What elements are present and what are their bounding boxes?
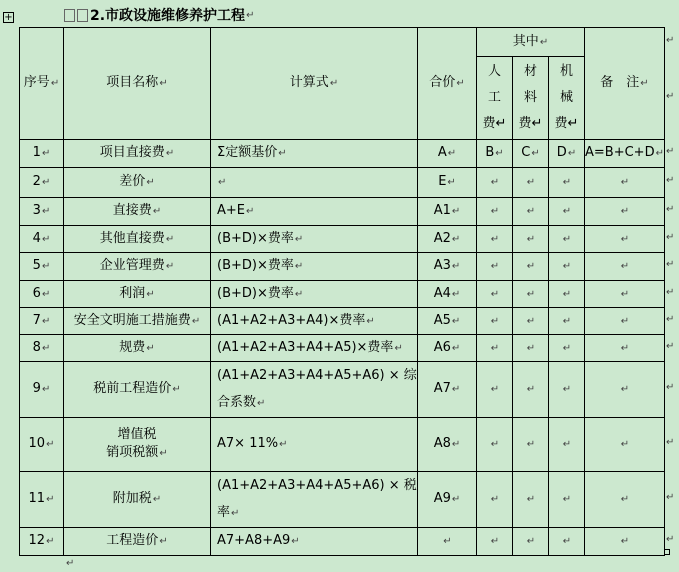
section-title-text: 2.市政设施维修养护工程 (90, 8, 246, 24)
row-end-mark-icon: ↵ (666, 382, 675, 393)
cell-name-text: 直接费 (112, 203, 152, 218)
paragraph-mark-icon: ↵ (246, 206, 255, 217)
cell-total-text: A4 (433, 285, 451, 301)
cell-formula-text: Σ定额基价 (217, 145, 278, 160)
paragraph-mark-icon: ↵ (165, 148, 175, 159)
cell-machine (549, 226, 585, 253)
cell-labor (477, 528, 513, 556)
header-seq: 序号↵ (20, 28, 64, 140)
cell-note (585, 335, 665, 362)
cell-total-text: A8 (433, 436, 451, 451)
paragraph-mark-icon: ↵ (490, 315, 500, 327)
cell-seq (20, 168, 64, 198)
paragraph-mark-icon: ↵ (655, 148, 664, 159)
table-row (20, 168, 665, 198)
table-row (20, 472, 665, 528)
cell-total (418, 168, 477, 198)
cell-formula-text: (A1+A2+A3+A4)×费率 (217, 312, 366, 328)
paragraph-mark-icon: ↵ (490, 536, 500, 547)
paragraph-mark-icon: ↵ (41, 206, 51, 217)
section-title (64, 6, 254, 24)
cell-labor-text: B (485, 145, 495, 160)
table-row (20, 362, 665, 418)
cell-name-text: 附加税 (112, 491, 152, 506)
cell-total (418, 140, 477, 168)
cell-material (513, 140, 549, 168)
paragraph-mark-icon: ↵ (41, 261, 51, 272)
cell-total (418, 281, 477, 308)
header-machine: 机 械 费↵ (549, 57, 585, 140)
row-end-mark-icon: ↵ (666, 204, 675, 215)
paragraph-mark-icon: ↵ (620, 342, 630, 354)
paragraph-mark-icon: ↵ (447, 177, 456, 188)
paragraph-mark-icon: ↵ (526, 536, 536, 547)
cell-name-text: 差价 (119, 174, 146, 189)
table-row (20, 528, 665, 556)
cost-table (19, 27, 665, 556)
paragraph-mark-icon: ↵ (490, 177, 500, 188)
cell-labor (477, 253, 513, 281)
paragraph-mark-icon: ↵ (46, 536, 55, 547)
cell-seq (20, 308, 64, 335)
cell-formula (211, 308, 418, 335)
paragraph-mark-icon: ↵ (490, 233, 500, 245)
cell-total-text: A5 (433, 312, 451, 328)
paragraph-mark-icon: ↵ (562, 315, 572, 327)
cell-note-text: A=B+C+D (585, 145, 655, 160)
cell-total-text: A (437, 145, 447, 160)
row-end-mark-icon: ↵ (666, 175, 675, 186)
cell-formula (211, 140, 418, 168)
cell-name-text: 其他直接费 (99, 230, 165, 246)
header-material: 材 料 费↵ (513, 57, 549, 140)
cell-formula (211, 198, 418, 226)
cell-name (64, 418, 211, 472)
cell-formula-text: (A1+A2+A3+A4+A5+A6) × 税率 (217, 478, 417, 520)
cell-seq (20, 335, 64, 362)
cell-seq (20, 198, 64, 226)
paragraph-mark-icon: ↵ (620, 315, 630, 327)
cell-formula-text: (B+D)×费率 (217, 230, 294, 246)
table-row (20, 418, 665, 472)
cell-machine (549, 308, 585, 335)
cell-material (513, 528, 549, 556)
header-total: 合价↵ (418, 28, 477, 140)
cell-machine (549, 140, 585, 168)
cell-name-text: 工程造价 (106, 533, 159, 548)
cell-note (585, 308, 665, 335)
paragraph-mark-icon: ↵ (66, 558, 75, 569)
cell-material (513, 253, 549, 281)
paragraph-mark-icon: ↵ (490, 206, 500, 217)
paragraph-mark-icon: ↵ (41, 177, 51, 188)
cell-material (513, 198, 549, 226)
paragraph-mark-icon: ↵ (562, 206, 572, 217)
cell-seq (20, 281, 64, 308)
paragraph-mark-icon: ↵ (526, 342, 536, 354)
paragraph-mark-icon: ↵ (490, 494, 500, 505)
cell-material (513, 362, 549, 418)
cell-name (64, 198, 211, 226)
cell-material (513, 168, 549, 198)
cell-formula-text: A+E (217, 203, 245, 218)
cell-machine-text: D (556, 145, 567, 160)
paragraph-mark-icon: ↵ (526, 494, 536, 505)
cell-name-text: 税前工程造价 (93, 381, 172, 396)
cell-name-text: 增值税 销项税额 (106, 427, 159, 460)
paragraph-mark-icon: ↵ (620, 384, 630, 395)
cell-note (585, 198, 665, 226)
cell-seq-text: 5 (32, 258, 41, 273)
paragraph-mark-icon: ↵ (159, 448, 168, 459)
cell-machine (549, 472, 585, 528)
cell-total-text: A6 (433, 339, 451, 355)
paragraph-mark-icon: ↵ (620, 494, 630, 505)
cell-formula-text: A7+A8+A9 (217, 533, 291, 548)
cell-formula-text: (A1+A2+A3+A4+A5)×费率 (217, 339, 394, 355)
cell-formula (211, 281, 418, 308)
paragraph-mark-icon: ↵ (451, 261, 461, 272)
row-end-mark-icon: ↵ (666, 231, 675, 243)
cell-labor (477, 168, 513, 198)
paragraph-mark-icon: ↵ (526, 233, 536, 245)
cell-seq (20, 472, 64, 528)
paragraph-mark-icon: ↵ (172, 384, 181, 395)
paragraph-mark-icon: ↵ (451, 384, 461, 395)
paragraph-mark-icon: ↵ (294, 233, 304, 245)
cell-machine (549, 418, 585, 472)
paragraph-mark-icon: ↵ (46, 439, 55, 450)
cell-seq-text: 12 (28, 533, 46, 548)
cell-labor (477, 362, 513, 418)
paragraph-mark-icon: ↵ (41, 315, 51, 327)
cell-labor (477, 308, 513, 335)
cell-labor (477, 198, 513, 226)
row-end-mark-icon: ↵ (666, 90, 675, 102)
cell-total (418, 308, 477, 335)
cell-total (418, 198, 477, 226)
cell-total-text: A9 (433, 491, 451, 506)
paragraph-mark-icon: ↵ (447, 148, 457, 159)
cell-name (64, 140, 211, 168)
header-formula: 计算式↵ (211, 28, 418, 140)
cell-seq (20, 362, 64, 418)
placeholder-box-icon (64, 9, 75, 22)
cell-total (418, 362, 477, 418)
paragraph-mark-icon: ↵ (526, 384, 536, 395)
paragraph-mark-icon: ↵ (394, 342, 403, 354)
paragraph-mark-icon: ↵ (231, 508, 240, 519)
cell-formula (211, 528, 418, 556)
cell-name (64, 226, 211, 253)
paragraph-mark-icon: ↵ (451, 342, 461, 354)
paragraph-mark-icon: ↵ (526, 439, 536, 450)
cell-note (585, 528, 665, 556)
cell-material (513, 472, 549, 528)
paragraph-mark-icon: ↵ (531, 148, 540, 159)
row-end-mark-icon: ↵ (666, 534, 675, 545)
table-row (20, 226, 665, 253)
row-end-mark-icon: ↵ (666, 437, 675, 448)
cell-note (585, 418, 665, 472)
table-resize-handle-icon[interactable] (664, 549, 670, 555)
paragraph-mark-icon: ↵ (41, 384, 51, 395)
cell-material (513, 281, 549, 308)
cell-formula (211, 253, 418, 281)
cell-note (585, 253, 665, 281)
paragraph-mark-icon: ↵ (562, 384, 572, 395)
row-end-mark-icon: ↵ (666, 313, 675, 325)
row-end-mark-icon: ↵ (666, 146, 675, 157)
paragraph-mark-icon: ↵ (46, 494, 55, 505)
paragraph-mark-icon: ↵ (490, 288, 500, 300)
paragraph-mark-icon: ↵ (495, 148, 504, 159)
header-note: 备 注↵ (585, 28, 665, 140)
paragraph-mark-icon: ↵ (562, 261, 572, 272)
paragraph-mark-icon: ↵ (562, 536, 572, 547)
paragraph-mark-icon: ↵ (294, 288, 304, 300)
cell-seq (20, 140, 64, 168)
paragraph-mark-icon: ↵ (191, 315, 201, 327)
cell-seq-text: 2 (32, 174, 41, 189)
paragraph-mark-icon: ↵ (562, 288, 572, 300)
table-row (20, 198, 665, 226)
row-end-mark-icon: ↵ (666, 286, 675, 298)
cell-name (64, 335, 211, 362)
cell-machine (549, 168, 585, 198)
paragraph-mark-icon: ↵ (620, 536, 630, 547)
cell-total-text: A3 (433, 258, 451, 273)
cell-formula (211, 418, 418, 472)
cell-name-text: 项目直接费 (99, 145, 165, 160)
row-end-mark-icon: ↵ (666, 259, 675, 270)
cell-machine (549, 362, 585, 418)
cell-seq (20, 528, 64, 556)
placeholder-box-icon (77, 9, 88, 22)
cell-note (585, 362, 665, 418)
paragraph-mark-icon: ↵ (490, 342, 500, 354)
cell-formula (211, 335, 418, 362)
paragraph-mark-icon: ↵ (366, 315, 375, 327)
table-row (20, 253, 665, 281)
cell-formula-text: (A1+A2+A3+A4+A5+A6) × 综合系数 (217, 368, 417, 410)
cell-seq-text: 11 (28, 491, 46, 506)
cell-machine (549, 253, 585, 281)
cell-seq-text: 9 (32, 381, 41, 396)
table-row (20, 308, 665, 335)
cell-material-text: C (521, 145, 531, 160)
cell-material (513, 335, 549, 362)
paragraph-mark-icon: ↵ (152, 206, 162, 217)
cost-table-body (20, 28, 665, 556)
paragraph-mark-icon: ↵ (451, 206, 461, 217)
paragraph-mark-icon: ↵ (294, 261, 304, 272)
table-row (20, 281, 665, 308)
cell-total (418, 418, 477, 472)
paragraph-mark-icon: ↵ (567, 148, 577, 159)
cell-seq-text: 10 (28, 436, 46, 451)
paragraph-mark-icon: ↵ (146, 342, 155, 354)
paragraph-mark-icon: ↵ (159, 536, 168, 547)
paragraph-mark-icon: ↵ (620, 177, 630, 188)
paragraph-mark-icon: ↵ (526, 206, 536, 217)
cell-machine (549, 528, 585, 556)
cell-labor (477, 140, 513, 168)
cell-material (513, 226, 549, 253)
cell-note (585, 168, 665, 198)
cell-note (585, 472, 665, 528)
cell-machine (549, 198, 585, 226)
paragraph-mark-icon: ↵ (562, 342, 572, 354)
paragraph-mark-icon: ↵ (562, 177, 572, 188)
paragraph-mark-icon: ↵ (443, 536, 452, 547)
cell-machine (549, 335, 585, 362)
cell-labor (477, 335, 513, 362)
cell-seq-text: 1 (32, 145, 41, 160)
cell-formula-text: (B+D)×费率 (217, 258, 294, 273)
paragraph-mark-icon: ↵ (490, 384, 500, 395)
paragraph-mark-icon: ↵ (562, 233, 572, 245)
cell-total (418, 528, 477, 556)
cell-total-text: A7 (433, 381, 451, 396)
paragraph-mark-icon: ↵ (291, 536, 300, 547)
cell-labor (477, 472, 513, 528)
paragraph-mark-icon: ↵ (246, 9, 255, 21)
paragraph-mark-icon: ↵ (526, 288, 536, 300)
cell-name (64, 362, 211, 418)
row-end-mark-icon: ↵ (666, 340, 675, 352)
cell-formula (211, 168, 418, 198)
cell-name (64, 168, 211, 198)
cell-name-text: 安全文明施工措施费 (73, 312, 191, 328)
paragraph-mark-icon: ↵ (146, 288, 155, 300)
header-row (20, 28, 665, 57)
cell-machine (549, 281, 585, 308)
paragraph-mark-icon: ↵ (41, 288, 51, 300)
cell-seq-text: 8 (32, 339, 41, 355)
table-move-handle-icon[interactable]: + (4, 12, 13, 23)
header-name: 项目名称↵ (64, 28, 211, 140)
paragraph-mark-icon: ↵ (451, 288, 461, 300)
cell-name (64, 253, 211, 281)
cell-material (513, 308, 549, 335)
header-labor: 人 工 费↵ (477, 57, 513, 140)
paragraph-mark-icon: ↵ (451, 439, 461, 450)
cell-seq-text: 3 (32, 203, 41, 218)
cell-name (64, 308, 211, 335)
cell-total-text: A2 (433, 230, 451, 246)
cell-seq (20, 418, 64, 472)
cell-seq-text: 6 (32, 285, 41, 301)
paragraph-mark-icon: ↵ (490, 439, 500, 450)
paragraph-mark-icon: ↵ (490, 261, 500, 272)
header-group: 其中↵ (477, 28, 585, 57)
table-row (20, 335, 665, 362)
paragraph-mark-icon: ↵ (620, 261, 630, 272)
cell-total-text: A1 (433, 203, 451, 218)
cell-name-text: 规费 (119, 339, 146, 355)
paragraph-mark-icon: ↵ (152, 494, 162, 505)
cell-formula (211, 472, 418, 528)
cell-seq-text: 7 (32, 312, 41, 328)
paragraph-mark-icon: ↵ (41, 233, 51, 245)
cell-name-text: 企业管理费 (99, 258, 165, 273)
paragraph-mark-icon: ↵ (279, 439, 288, 450)
cell-name-text: 利润 (119, 285, 146, 301)
paragraph-mark-icon: ↵ (526, 177, 536, 188)
paragraph-mark-icon: ↵ (451, 233, 461, 245)
paragraph-mark-icon: ↵ (165, 233, 175, 245)
cell-formula (211, 226, 418, 253)
paragraph-mark-icon: ↵ (620, 288, 630, 300)
cell-material (513, 418, 549, 472)
cell-total-text: E (438, 174, 447, 189)
cell-note (585, 140, 665, 168)
cell-name (64, 528, 211, 556)
cell-labor (477, 226, 513, 253)
paragraph-mark-icon: ↵ (257, 398, 266, 409)
cell-formula (211, 362, 418, 418)
cell-seq (20, 226, 64, 253)
paragraph-mark-icon: ↵ (451, 315, 461, 327)
paragraph-mark-icon: ↵ (620, 206, 630, 217)
cell-labor (477, 418, 513, 472)
paragraph-mark-icon: ↵ (562, 494, 572, 505)
cell-formula-text: (B+D)×费率 (217, 285, 294, 301)
paragraph-mark-icon: ↵ (41, 342, 51, 354)
paragraph-mark-icon: ↵ (165, 261, 175, 272)
cell-seq-text: 4 (32, 230, 41, 246)
cell-note (585, 226, 665, 253)
paragraph-mark-icon: ↵ (451, 494, 461, 505)
table-row (20, 140, 665, 168)
cell-total (418, 472, 477, 528)
cell-total (418, 226, 477, 253)
cell-total (418, 335, 477, 362)
paragraph-mark-icon: ↵ (526, 261, 536, 272)
paragraph-mark-icon: ↵ (218, 177, 227, 188)
paragraph-mark-icon: ↵ (620, 439, 630, 450)
paragraph-mark-icon: ↵ (146, 177, 155, 188)
row-end-mark-icon: ↵ (666, 492, 675, 503)
cell-seq (20, 253, 64, 281)
row-end-mark-icon: ↵ (666, 34, 675, 46)
cell-formula-text: A7× 11% (217, 436, 279, 451)
paragraph-mark-icon: ↵ (562, 439, 572, 450)
cell-note (585, 281, 665, 308)
cell-name (64, 281, 211, 308)
paragraph-mark-icon: ↵ (41, 148, 51, 159)
paragraph-mark-icon: ↵ (278, 148, 287, 159)
cell-total (418, 253, 477, 281)
paragraph-mark-icon: ↵ (526, 315, 536, 327)
cell-name (64, 472, 211, 528)
cell-labor (477, 281, 513, 308)
paragraph-mark-icon: ↵ (620, 233, 630, 245)
